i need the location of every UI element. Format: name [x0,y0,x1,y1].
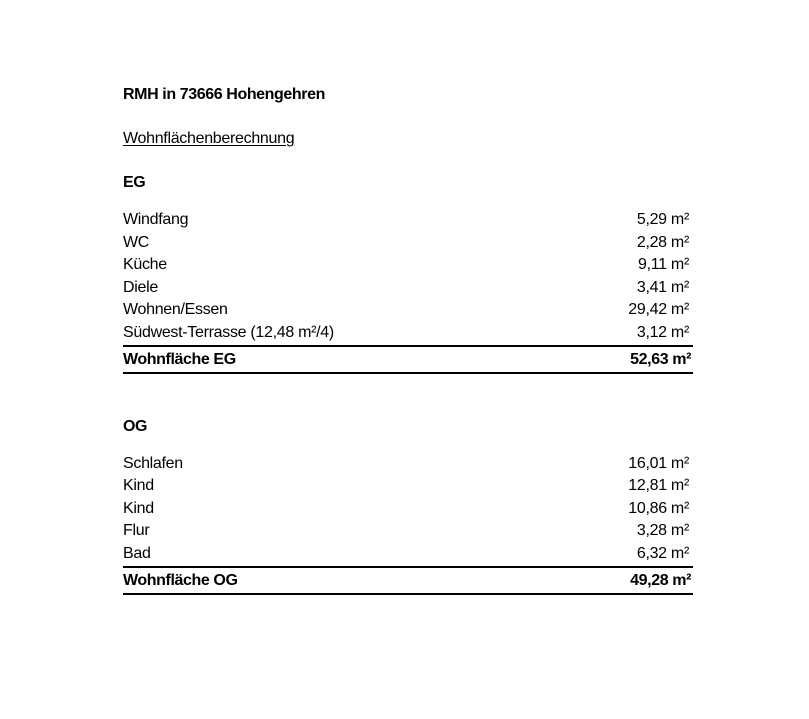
total-row-eg [123,347,693,374]
room-area: 3,12 m² [636,323,689,341]
document-subtitle: Wohnflächenberechnung [123,130,295,147]
eg-rows [123,209,693,374]
room-area: 3,41 m² [636,278,689,296]
table-row [123,277,693,300]
total-label-eg: Wohnfläche EG [123,350,236,368]
room-label: Wohnen/Essen [123,301,228,319]
room-area: 29,42 m² [628,301,689,319]
table-row [123,254,693,277]
total-label-og: Wohnfläche OG [123,571,238,589]
room-area: 10,86 m² [628,499,689,517]
room-area: 3,28 m² [636,522,689,540]
table-row [123,209,693,232]
total-value-eg: 52,63 m² [630,350,691,368]
room-area: 12,81 m² [628,477,689,495]
room-area: 6,32 m² [636,544,689,562]
room-label: WC [123,233,150,251]
room-label: Kind [123,499,154,517]
room-label: Windfang [123,211,189,228]
document-page [123,84,693,595]
room-label: Küche [123,256,167,274]
room-area: 16,01 m² [628,454,689,472]
table-row [123,543,693,568]
table-row [123,475,693,498]
og-rows [123,453,693,595]
document-title: RMH in 73666 Hohengehren [123,86,326,103]
room-label: Bad [123,544,151,562]
room-area: 2,28 m² [636,233,689,251]
total-value-og: 49,28 m² [630,571,691,589]
room-area: 5,29 m² [636,211,689,228]
table-row [123,299,693,322]
room-label: Kind [123,477,154,495]
room-label: Schlafen [123,454,183,472]
table-row [123,520,693,543]
section-heading-eg: EG [123,174,146,191]
table-row [123,498,693,521]
table-row [123,322,693,347]
room-label: Flur [123,522,150,540]
total-row-og [123,568,693,595]
section-heading-og: OG [123,417,148,435]
room-label: Diele [123,278,158,296]
table-row [123,453,693,476]
table-row [123,232,693,255]
room-label: Südwest-Terrasse (12,48 m²/4) [123,323,334,341]
room-area: 9,11 m² [638,256,689,274]
